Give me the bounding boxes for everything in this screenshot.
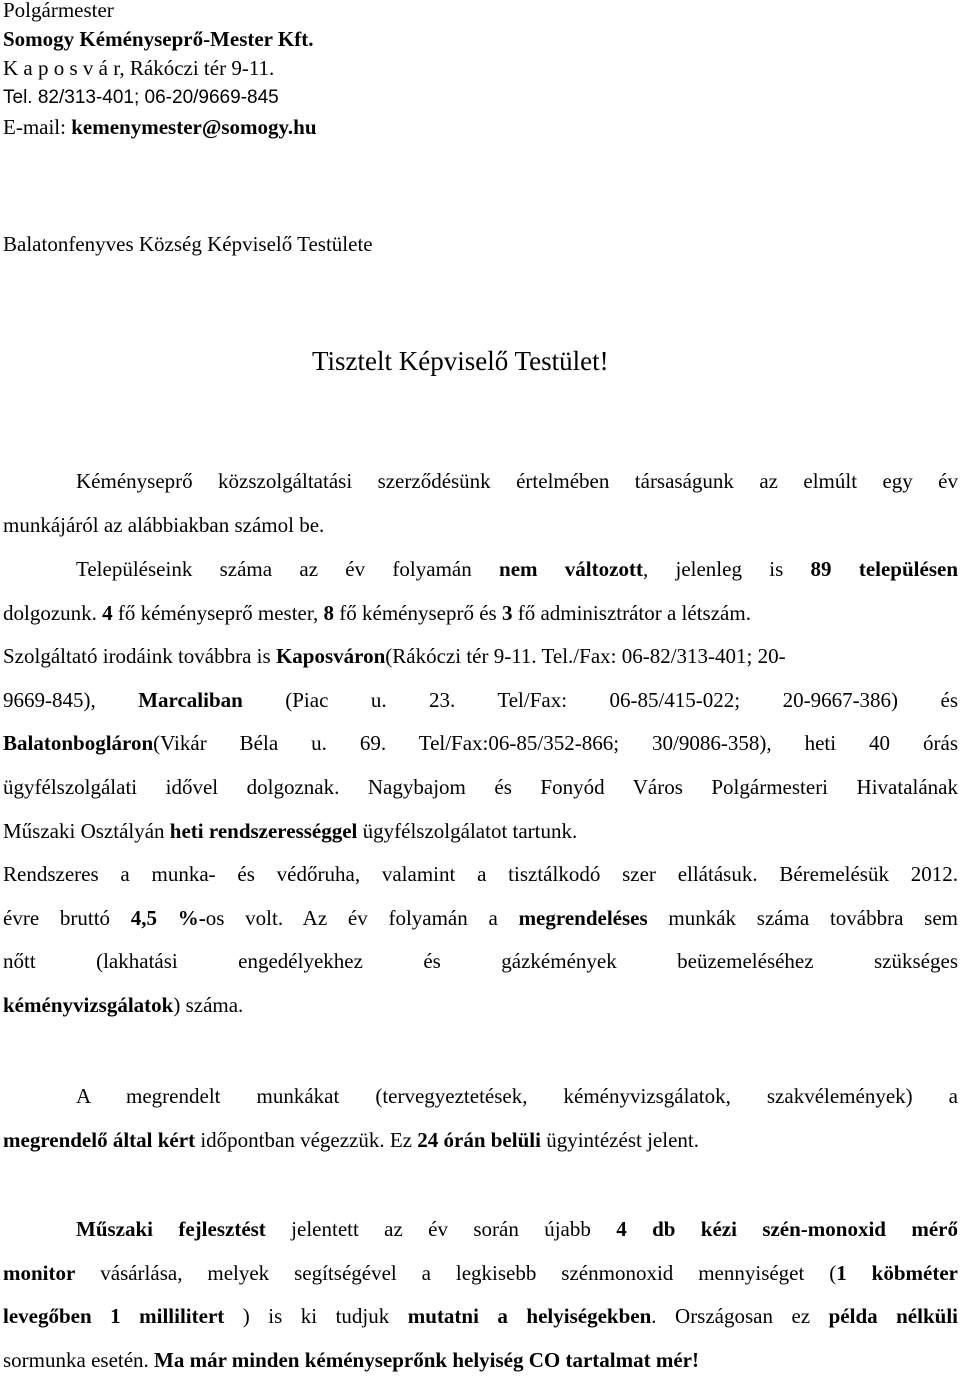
sender-address: K a p o s v á r, Rákóczi tér 9-11. xyxy=(3,56,275,80)
sender-email xyxy=(3,113,317,141)
email-label: E-mail: xyxy=(3,115,72,139)
p2-line-11: kéményvizsgálatok) száma. xyxy=(3,992,244,1017)
salutation: Tisztelt Képviselő Testület! xyxy=(312,346,609,376)
p2-line-9: évre bruttó 4,5 %-os volt. Az év folyamán a megrendeléses munkák száma továbbra sem xyxy=(3,905,959,930)
paragraph-1 xyxy=(3,460,958,547)
paragraph-4 xyxy=(3,1208,958,1382)
paragraph-3 xyxy=(3,1075,958,1162)
recipient: Balatonfenyves Község Képviselő Testülete xyxy=(3,232,373,256)
p2-line-5: Balatonbogláron(Vikár Béla u. 69. Tel/Fax:06-85/352-866; 30/9086-358), heti 40 órás xyxy=(3,731,958,756)
p3-line-2: megrendelő által kért időpontban végezzük. Ez 24 órán belüli ügyintézést jelent. xyxy=(3,1127,699,1152)
p2-line-10: nőtt (lakhatási engedélyekhez és gázkémények beüzemeléséhez szükséges xyxy=(3,949,958,974)
p2-line-8: Rendszeres a munka- és védőruha, valamint a tisztálkodó szer ellátásuk. Béremelésük 2012. xyxy=(3,862,958,887)
p1-line-2: munkájáról az alábbiakban számol be. xyxy=(3,512,325,537)
sender-company xyxy=(3,25,313,53)
sender-phone: Tel. 82/313-401; 06-20/9669-845 xyxy=(3,87,279,108)
email-address: kemenymester@somogy.hu xyxy=(71,115,317,139)
p2-line-2: dolgozunk. 4 fő kéményseprő mester, 8 fő kéményseprő és 3 fő adminisztrátor a létszám. xyxy=(3,600,751,625)
p1-line-1: Kéményseprő közszolgáltatási szerződésünk értelmében társaságunk az elmúlt egy év xyxy=(76,469,958,493)
p2-line-4: 9669-845), Marcaliban (Piac u. 23. Tel/Fax: 06-85/415-022; 20-9667-386) és xyxy=(3,687,958,712)
sender-line-1: Polgármester xyxy=(3,0,114,22)
p2-line-7: Műszaki Osztályán heti rendszerességgel ügyfélszolgálatot tartunk. xyxy=(3,818,578,843)
p3-line-1: A megrendelt munkákat (tervegyeztetések, kéményvizsgálatok, szakvélemények) a xyxy=(76,1084,958,1108)
p4-line-1: Műszaki fejlesztést jelentett az év során újabb 4 db kézi szén-monoxid mérő xyxy=(76,1217,958,1241)
p4-line-3: levegőben 1 millilitert ) is ki tudjuk mutatni a helyiségekben. Országosan ez példa nélküli xyxy=(3,1304,958,1329)
sender-company-name: Somogy Kéményseprő-Mester Kft. xyxy=(3,27,314,51)
paragraph-2 xyxy=(3,548,958,1028)
p4-line-2: monitor vásárlása, melyek segítségével a legkisebb szénmonoxid mennyiséget (1 köbméter xyxy=(3,1260,958,1285)
p2-line-1: Településeink száma az év folyamán nem változott, jelenleg is 89 településen xyxy=(76,557,958,581)
p4-line-4: sormunka esetén. Ma már minden kéményseprőnk helyiség CO tartalmat mér! xyxy=(3,1347,700,1372)
p2-line-6: ügyfélszolgálati idővel dolgoznak. Nagybajom és Fonyód Város Polgármesteri Hivatalának xyxy=(3,774,958,799)
p2-line-3: Szolgáltató irodáink továbbra is Kaposváron(Rákóczi tér 9-11. Tel./Fax: 06-82/313-401; 20- xyxy=(3,644,786,669)
